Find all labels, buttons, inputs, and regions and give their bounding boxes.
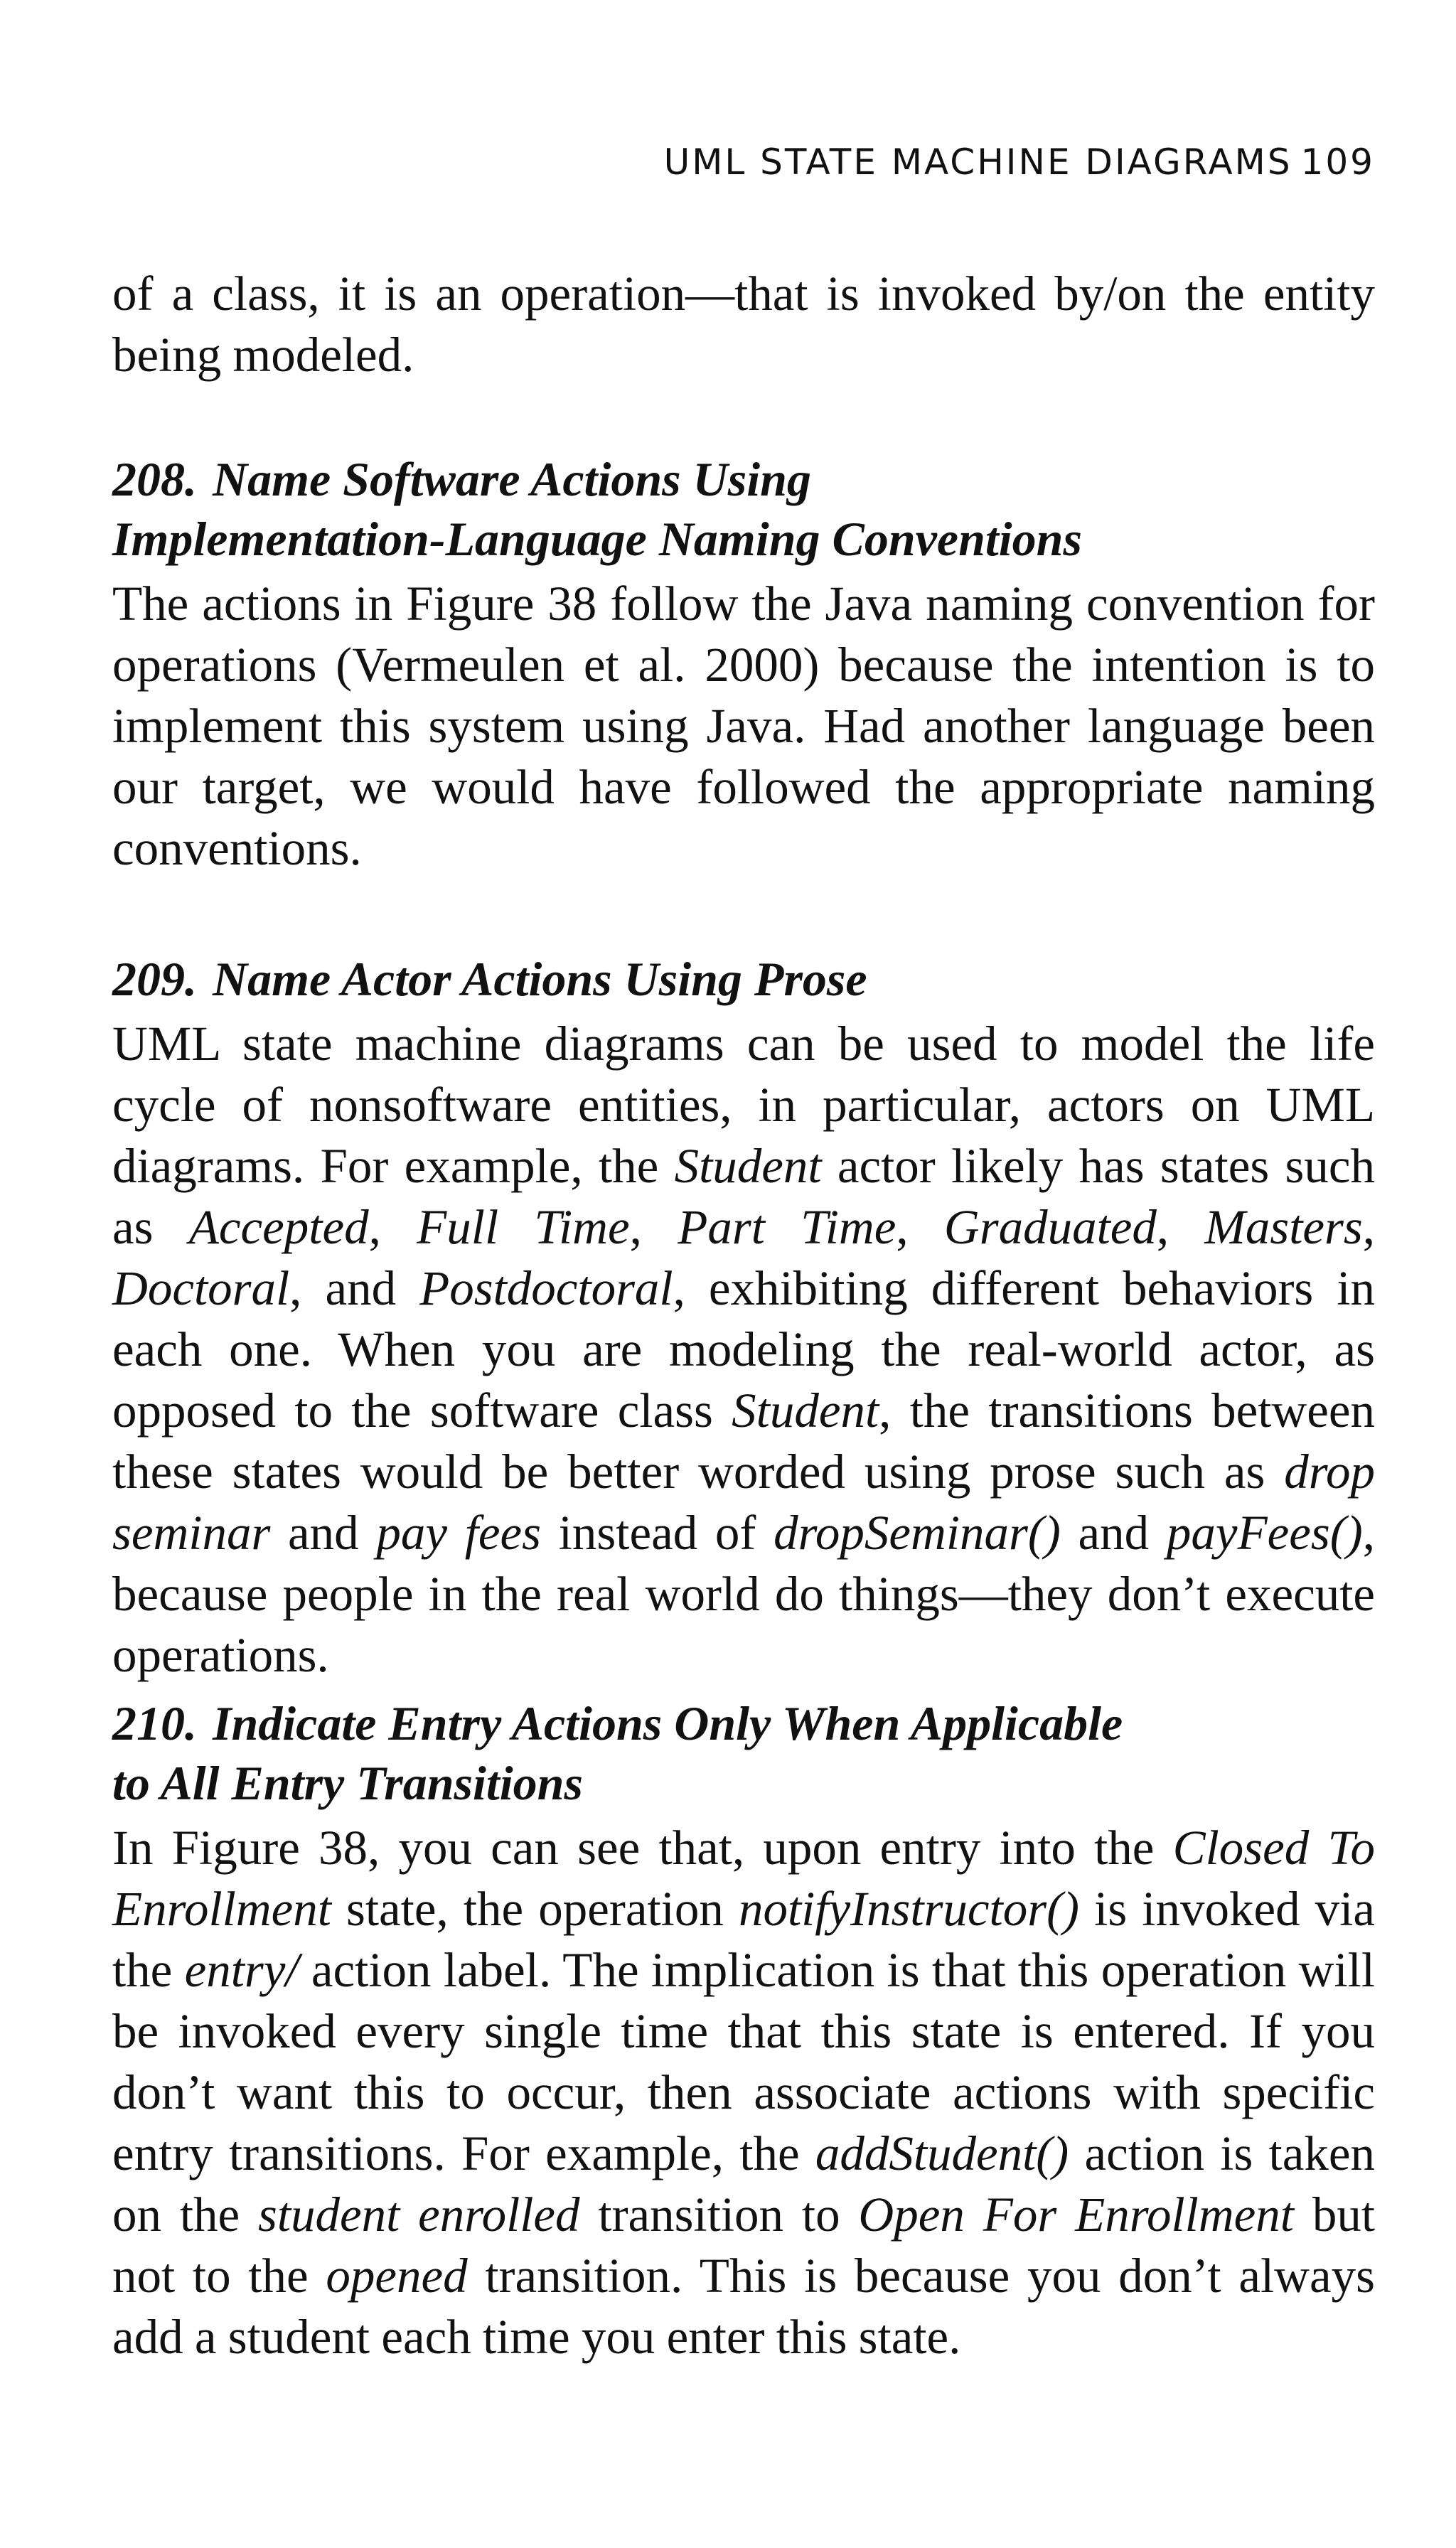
text-run: state, the operation: [331, 1882, 739, 1936]
italic-term: Masters: [1204, 1200, 1363, 1254]
page-number: 109: [1300, 141, 1375, 183]
text-run: , because people in the real world do things—they don’t execute operations.: [112, 1506, 1375, 1682]
text-run: ,: [368, 1200, 417, 1254]
italic-term: Full Time: [417, 1200, 630, 1254]
running-head-title: UML STATE MACHINE DIAGRAMS: [663, 141, 1292, 183]
italic-term: addStudent(): [815, 2126, 1069, 2180]
section-number: 208.: [112, 452, 197, 506]
italic-term: Part Time: [678, 1200, 896, 1254]
italic-term: payFees(): [1166, 1506, 1363, 1560]
text-run: , and: [289, 1261, 420, 1315]
section-title-line2: to All Entry Transitions: [112, 1756, 583, 1810]
italic-term: Postdoctoral: [419, 1261, 673, 1315]
section-208-paragraph: The actions in Figure 38 follow the Java naming convention for operations (Vermeulen et al. 2000) because the intention is to implement this system using Java. Had another language been our target, we would have followed the appropriate naming conventions.: [112, 577, 1375, 875]
italic-term: Student: [732, 1383, 879, 1438]
section-209: [112, 949, 1375, 1686]
text-run: instead of: [541, 1506, 774, 1560]
italic-term: Accepted: [188, 1200, 369, 1254]
italic-term: pay fees: [376, 1506, 542, 1560]
text-run: , the transitions between these states would be better worded using prose such as: [112, 1383, 1375, 1499]
text-run: transition. This is because you don’t always add a student each time you enter this state.: [112, 2249, 1375, 2364]
section-title-line1: Name Actor Actions Using Prose: [213, 952, 867, 1006]
section-210-heading: [112, 1693, 1375, 1813]
section-number: 210.: [112, 1696, 197, 1750]
text-run: ,: [1362, 1200, 1376, 1254]
text-run: ,: [896, 1200, 944, 1254]
text-run: transition to: [579, 2188, 859, 2242]
italic-term: Doctoral: [112, 1261, 290, 1315]
section-title-line1: Indicate Entry Actions Only When Applicable: [213, 1696, 1123, 1750]
text-run: is invoked via the: [112, 1882, 1375, 1997]
italic-term: Open For Enrollment: [858, 2188, 1294, 2242]
text-run: action label. The implication is that this operation will be invoked every single time that this state is entered. If you don’t want this to occur, then associate actions with specific entry transitions. For example, the: [112, 1943, 1375, 2180]
italic-term: dropSeminar(): [774, 1506, 1061, 1560]
section-210: [112, 1693, 1375, 2367]
italic-term: Student: [674, 1139, 822, 1193]
text-run: ,: [1156, 1200, 1205, 1254]
section-number: 209.: [112, 952, 197, 1006]
section-209-heading: [112, 949, 1375, 1009]
section-209-paragraph: [112, 1013, 1375, 1686]
italic-term: student enrolled: [258, 2188, 580, 2242]
text-run: UML state machine diagrams can be used to model the life cycle of nonsoftware entities, in particular, actors on UML diagrams. For example, the: [112, 1017, 1375, 1193]
text-run: , exhibiting different behaviors in each one. When you are modeling the real-world actor, as opposed to the software class: [112, 1261, 1375, 1438]
text-run: but not to the: [112, 2188, 1376, 2303]
section-208: [112, 449, 1375, 879]
italic-term: notifyInstructor(): [738, 1882, 1080, 1936]
italic-term: drop seminar: [112, 1445, 1375, 1560]
section-title-line2: Implementation-Language Naming Conventions: [112, 512, 1082, 566]
italic-term: Closed To Enrollment: [112, 1821, 1375, 1936]
text-run: and: [270, 1506, 377, 1560]
text-run: and: [1060, 1506, 1167, 1560]
section-208-heading: [112, 449, 1375, 569]
italic-term: Graduated: [943, 1200, 1157, 1254]
running-head: [663, 141, 1375, 183]
text-run: ,: [629, 1200, 678, 1254]
text-run: action is taken on the: [112, 2126, 1375, 2242]
text-run: actor likely has states such as: [112, 1139, 1375, 1254]
italic-term: opened: [326, 2249, 468, 2303]
section-title-line1: Name Software Actions Using: [213, 452, 811, 506]
text-run: In Figure 38, you can see that, upon entry into the: [112, 1821, 1173, 1875]
intro-paragraph: of a class, it is an operation—that is invoked by/on the entity being modeled.: [112, 267, 1375, 382]
section-210-paragraph: [112, 1817, 1375, 2367]
italic-term: entry/: [184, 1943, 299, 1997]
